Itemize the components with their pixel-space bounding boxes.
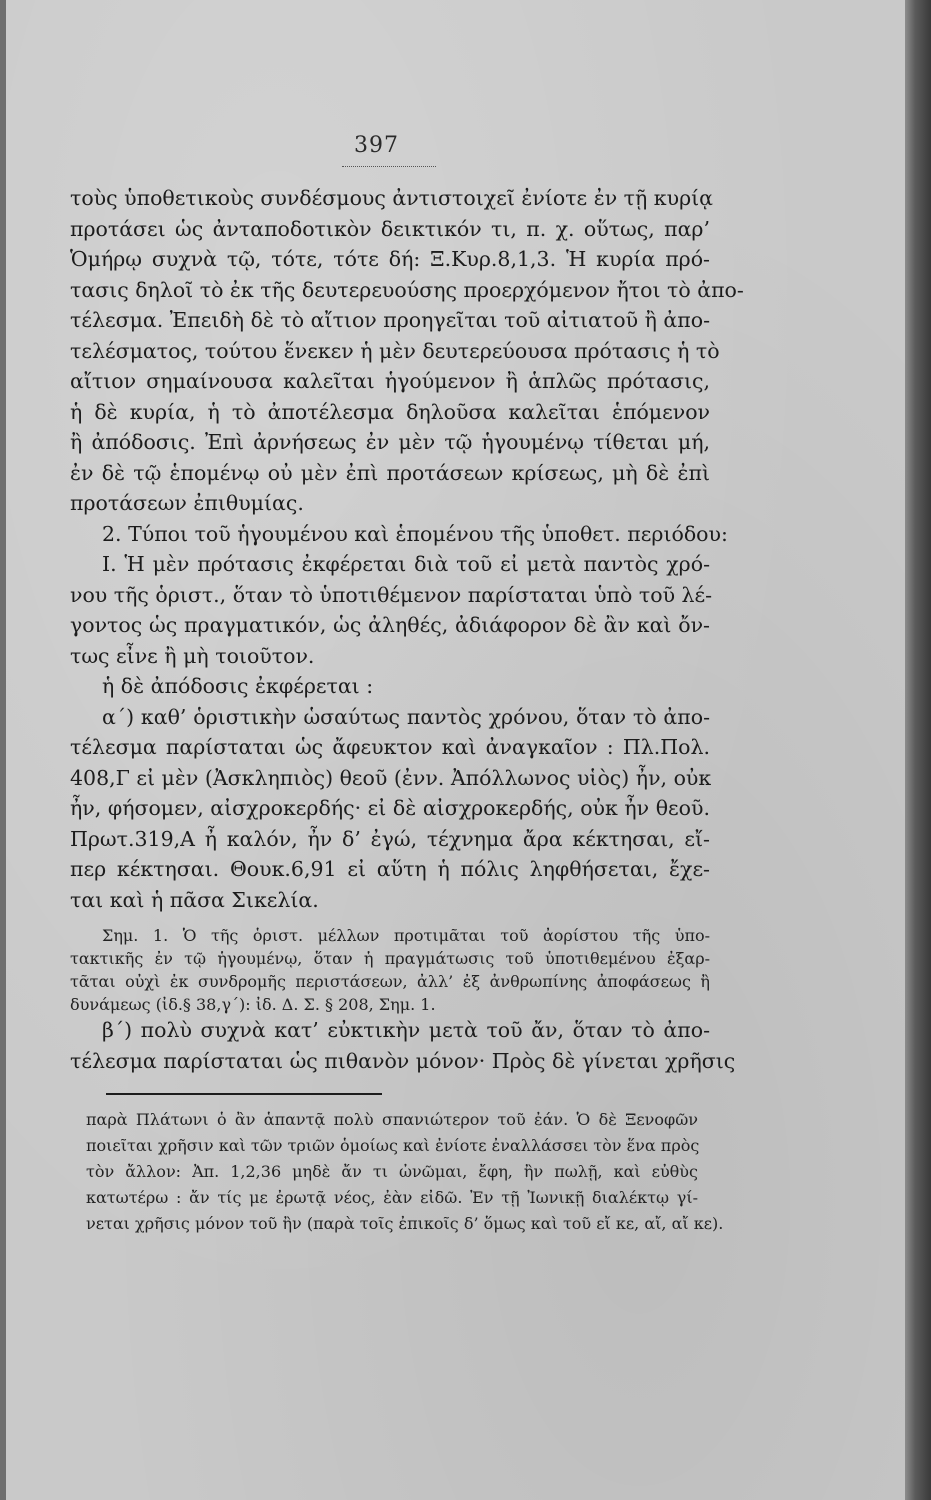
text-line: Ι. Ἡ μὲν πρότασις ἐκφέρεται διὰ τοῦ εἰ μετὰ παντὸς χρό- xyxy=(102,552,710,576)
page-edge-shadow xyxy=(905,0,931,1500)
footnote-separator xyxy=(106,1093,382,1095)
text-line: νεται χρῆσις μόνον τοῦ ἢν (παρὰ τοῖς ἐπικοῖς δ’ ὅμως καὶ τοῦ εἴ κε, αἴ, αἴ κε). xyxy=(86,1214,724,1233)
text-line: τέλεσμα παρίσταται ὡς πιθανὸν μόνον· Πρὸς δὲ γίνεται χρῆσις xyxy=(70,1048,736,1073)
text-line: γοντος ὡς πραγματικόν, ὡς ἀληθές, ἀδιάφορον δὲ ἂν καὶ ὄν- xyxy=(70,613,710,637)
text-line: ποιεῖται χρῆσιν καὶ τῶν τριῶν ὁμοίως καὶ ἐνίοτε ἐναλλάσσει τὸν ἕνα πρὸς xyxy=(86,1136,700,1155)
text-line: ἡ δὲ ἀπόδοσις ἐκφέρεται : xyxy=(102,674,374,698)
text-line: κατωτέρω : ἄν τίς με ἐρωτᾷ νέος, ἐὰν εἰδῶ. Ἐν τῇ Ἰωνικῇ διαλέκτῳ γί- xyxy=(86,1188,698,1207)
main-text-block xyxy=(70,183,744,915)
text-line: Σημ. 1. Ὁ τῆς ὁριστ. μέλλων προτιμᾶται τοῦ ἀορίστου τῆς ὑπο- xyxy=(102,926,710,945)
text-line: β΄) πολὺ συχνὰ κατ’ εὐκτικὴν μετὰ τοῦ ἄν, ὅταν τὸ ἀπο- xyxy=(102,1018,710,1042)
text-line: ἢ ἀπόδοσις. Ἐπὶ ἀρνήσεως ἐν μὲν τῷ ἡγουμένῳ τίθεται μή, xyxy=(70,430,710,454)
text-line: τελέσματος, τούτου ἕνεκεν ἡ μὲν δευτερεύουσα πρότασις ἡ τὸ xyxy=(70,338,720,363)
text-line: 2. Τύποι τοῦ ἡγουμένου καὶ ἑπομένου τῆς ὑποθετ. περιόδου: xyxy=(102,521,728,546)
text-line: προτάσει ὡς ἀνταποδοτικὸν δεικτικόν τι, π. χ. οὕτως, παρ’ xyxy=(70,216,710,241)
text-line: 408,Γ εἰ μὲν (Ἀσκληπιὸς) θεοῦ (ἐνν. Ἀπόλλωνος υἱὸς) ἦν, οὐκ xyxy=(70,765,712,790)
text-line: α΄) καθ’ ὁριστικὴν ὡσαύτως παντὸς χρόνου, ὅταν τὸ ἀπο- xyxy=(102,704,710,729)
book-page xyxy=(6,0,911,1500)
text-line: τέλεσμα παρίσταται ὡς ἄφευκτον καὶ ἀναγκαῖον : Πλ.Πολ. xyxy=(70,735,710,759)
text-line: ἡ δὲ κυρία, ἡ τὸ ἀποτέλεσμα δηλοῦσα καλεῖται ἑπόμενον xyxy=(70,399,710,424)
text-line: τακτικῆς ἐν τῷ ἡγουμένῳ, ὅταν ἡ πραγμάτωσις τοῦ ὑποτιθεμένου ἐξαρ- xyxy=(70,949,710,968)
page-number: 397 xyxy=(354,133,399,158)
text-line: παρὰ Πλάτωνι ὁ ἂν ἁπαντᾷ πολὺ σπανιώτερον τοῦ ἐάν. Ὁ δὲ Ξενοφῶν xyxy=(86,1110,698,1129)
note-block xyxy=(70,924,710,1016)
text-line: τασις δηλοῖ τὸ ἐκ τῆς δευτερευούσης προερχόμενον ἤτοι τὸ ἀπο- xyxy=(70,277,744,302)
text-line: Ὁμήρῳ συχνὰ τῷ, τότε, τότε δή: Ξ.Κυρ.8,1,3. Ἡ κυρία πρό- xyxy=(70,247,710,271)
text-line: ται καὶ ἡ πᾶσα Σικελία. xyxy=(70,887,319,912)
text-line: αἴτιον σημαίνουσα καλεῖται ἡγούμενον ἢ ἁπλῶς πρότασις, xyxy=(70,369,710,393)
main-text-block-continued xyxy=(70,1015,736,1076)
text-line: τέλεσμα. Ἐπειδὴ δὲ τὸ αἴτιον προηγεῖται τοῦ αἰτιατοῦ ἢ ἀπο- xyxy=(70,308,710,332)
footnote-block xyxy=(86,1107,724,1237)
text-line: τοὺς ὑποθετικοὺς συνδέσμους ἀντιστοιχεῖ ἐνίοτε ἐν τῇ κυρίᾳ xyxy=(70,186,714,210)
text-line: ἐν δὲ τῷ ἑπομένῳ οὐ μὲν ἐπὶ προτάσεων κρίσεως, μὴ δὲ ἐπὶ xyxy=(70,460,710,485)
text-line: τως εἶνε ἢ μὴ τοιοῦτον. xyxy=(70,643,315,668)
text-line: τᾶται οὐχὶ ἐκ συνδρομῆς περιστάσεων, ἀλλ’ ἐξ ἀνθρωπίνης ἀποφάσεως ἢ xyxy=(70,972,710,991)
text-line: προτάσεων ἐπιθυμίας. xyxy=(70,491,304,515)
text-line: δυνάμεως (ἰδ.§ 38,γ΄): ἰδ. Δ. Σ. § 208, Σημ. 1. xyxy=(70,995,436,1014)
text-line: Πρωτ.319,Α ἦ καλόν, ἦν δ’ ἐγώ, τέχνημα ἄρα κέκτησαι, εἴ- xyxy=(70,826,710,851)
text-line: νου τῆς ὁριστ., ὅταν τὸ ὑποτιθέμενον παρίσταται ὑπὸ τοῦ λέ- xyxy=(70,582,713,607)
text-line: ἦν, φήσομεν, αἰσχροκερδής· εἰ δὲ αἰσχροκερδής, οὐκ ἦν θεοῦ. xyxy=(70,796,710,820)
text-line: τὸν ἄλλον: Ἀπ. 1,2,36 μηδὲ ἄν τι ὠνῶμαι, ἔφη, ἢν πωλῇ, καὶ εὐθὺς xyxy=(86,1162,698,1181)
page-number-rule xyxy=(342,166,436,167)
text-line: περ κέκτησαι. Θουκ.6,91 εἰ αὕτη ἡ πόλις ληφθήσεται, ἔχε- xyxy=(70,857,710,881)
